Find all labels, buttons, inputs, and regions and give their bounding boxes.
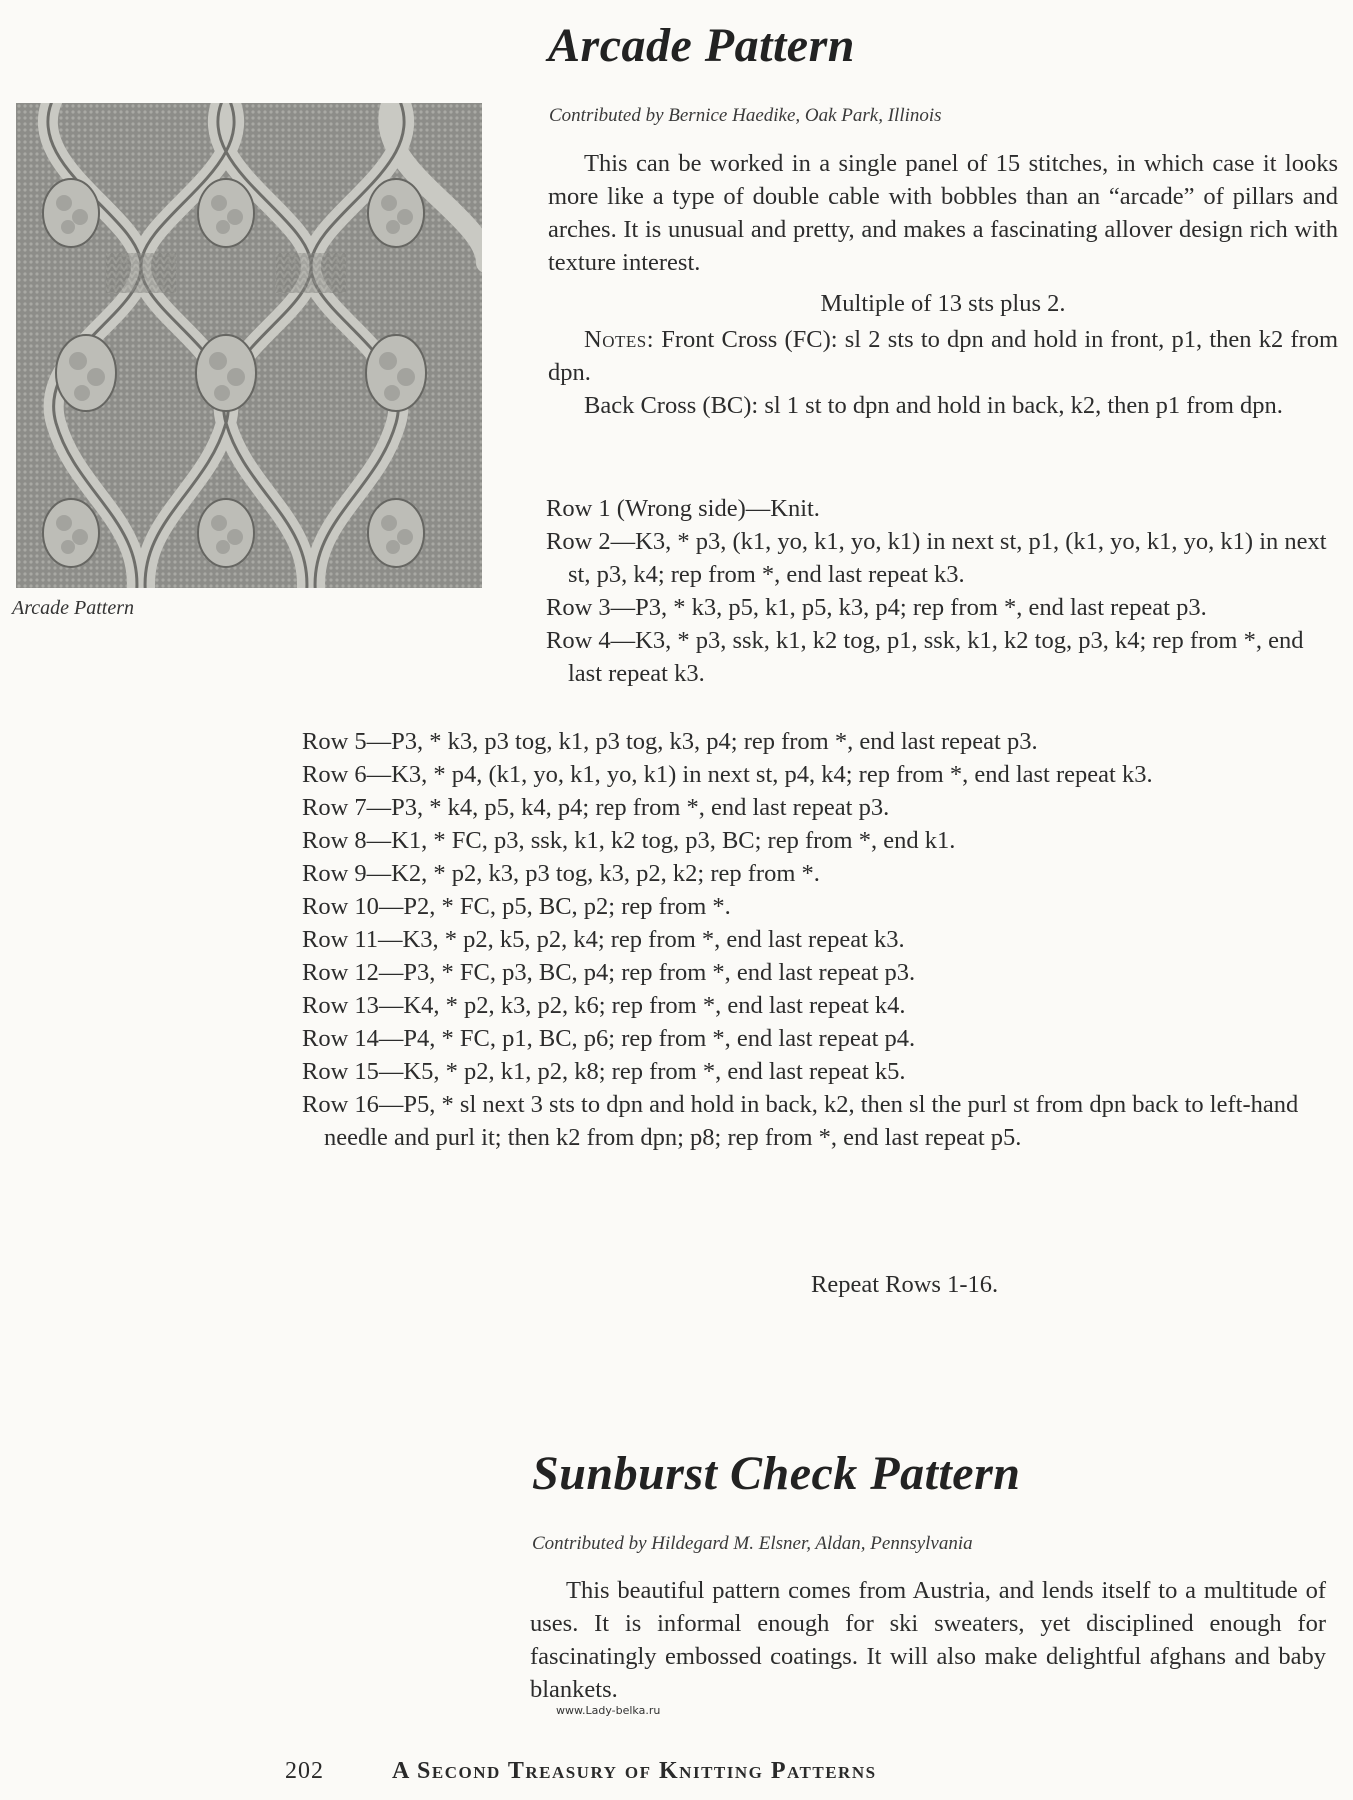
knitted-swatch-image xyxy=(16,103,482,588)
arcade-title: Arcade Pattern xyxy=(548,19,855,72)
notes-label: Notes: xyxy=(584,326,654,353)
row-instruction: Row 16—P5, * sl next 3 sts to dpn and hold in back, k2, then sl the purl st from dpn back to left-hand needle and purl it; then k2 from dpn; p8; rep from *, end last repeat p5. xyxy=(302,1091,1299,1151)
row-instruction: Row 3—P3, * k3, p5, k1, p5, k3, p4; rep from *, end last repeat p3. xyxy=(546,594,1207,621)
note-back-cross: Back Cross (BC): sl 1 st to dpn and hold in back, k2, then p1 from dpn. xyxy=(584,392,1283,419)
arcade-intro: This can be worked in a single panel of 15 stitches, in which case it looks more like a type of double cable with bobbles than an “arcade” of pillars and arches. It is unusual and pretty, and makes a fascinating allover design rich with texture interest. xyxy=(548,150,1338,276)
book-title: A Second Treasury of Knitting Patterns xyxy=(392,1758,877,1784)
photo-caption: Arcade Pattern xyxy=(12,597,135,619)
running-footer-title xyxy=(392,1758,877,1785)
arcade-swatch-photo xyxy=(16,103,482,588)
sunburst-credit: Contributed by Hildegard M. Elsner, Aldan, Pennsylvania xyxy=(532,1533,973,1554)
row-instruction: Row 12—P3, * FC, p3, BC, p4; rep from *, end last repeat p3. xyxy=(302,959,916,986)
row-instruction: Row 6—K3, * p4, (k1, yo, k1, yo, k1) in next st, p4, k4; rep from *, end last repeat k3. xyxy=(302,761,1153,788)
note-front-cross xyxy=(548,323,1338,389)
rows-narrow-block xyxy=(546,492,1336,690)
arcade-intro-block xyxy=(548,147,1338,422)
repeat-instruction: Repeat Rows 1-16. xyxy=(811,1271,999,1298)
row-instruction: Row 11—K3, * p2, k5, p2, k4; rep from *, end last repeat k3. xyxy=(302,926,905,953)
note-fc-text: Front Cross (FC): sl 2 sts to dpn and hold in front, p1, then k2 from dpn. xyxy=(548,326,1339,386)
row-instruction: Row 10—P2, * FC, p5, BC, p2; rep from *. xyxy=(302,893,731,920)
row-instruction: Row 5—P3, * k3, p3 tog, k1, p3 tog, k3, p4; rep from *, end last repeat p3. xyxy=(302,728,1038,755)
watermark: www.Lady-belka.ru xyxy=(556,1704,661,1717)
rows-wide-block xyxy=(302,725,1332,1154)
page-number: 202 xyxy=(285,1758,324,1784)
sunburst-intro: This beautiful pattern comes from Austria, and lends itself to a multitude of uses. It is informal enough for ski sweaters, yet disciplined enough for fascinatingly embossed coatings. It will also make delightful afghans and baby blankets. xyxy=(530,1577,1326,1703)
arcade-credit: Contributed by Bernice Haedike, Oak Park, Illinois xyxy=(549,105,942,126)
row-instruction: Row 9—K2, * p2, k3, p3 tog, k3, p2, k2; rep from *. xyxy=(302,860,820,887)
row-instruction: Row 13—K4, * p2, k3, p2, k6; rep from *, end last repeat k4. xyxy=(302,992,906,1019)
arcade-multiple: Multiple of 13 sts plus 2. xyxy=(820,290,1066,317)
row-instruction: Row 15—K5, * p2, k1, p2, k8; rep from *, end last repeat k5. xyxy=(302,1058,906,1085)
sunburst-intro-block xyxy=(530,1574,1326,1706)
row-instruction: Row 4—K3, * p3, ssk, k1, k2 tog, p1, ssk, k1, k2 tog, p3, k4; rep from *, end last repeat k3. xyxy=(546,627,1304,687)
row-instruction: Row 8—K1, * FC, p3, ssk, k1, k2 tog, p3, BC; rep from *, end k1. xyxy=(302,827,956,854)
row-instruction: Row 14—P4, * FC, p1, BC, p6; rep from *, end last repeat p4. xyxy=(302,1025,916,1052)
sunburst-title: Sunburst Check Pattern xyxy=(532,1447,1021,1500)
row-instruction: Row 1 (Wrong side)—Knit. xyxy=(546,495,820,522)
row-instruction: Row 2—K3, * p3, (k1, yo, k1, yo, k1) in next st, p1, (k1, yo, k1, yo, k1) in next st, p3, k4; rep from *, end last repeat k3. xyxy=(546,528,1327,588)
row-instruction: Row 7—P3, * k4, p5, k4, p4; rep from *, end last repeat p3. xyxy=(302,794,890,821)
